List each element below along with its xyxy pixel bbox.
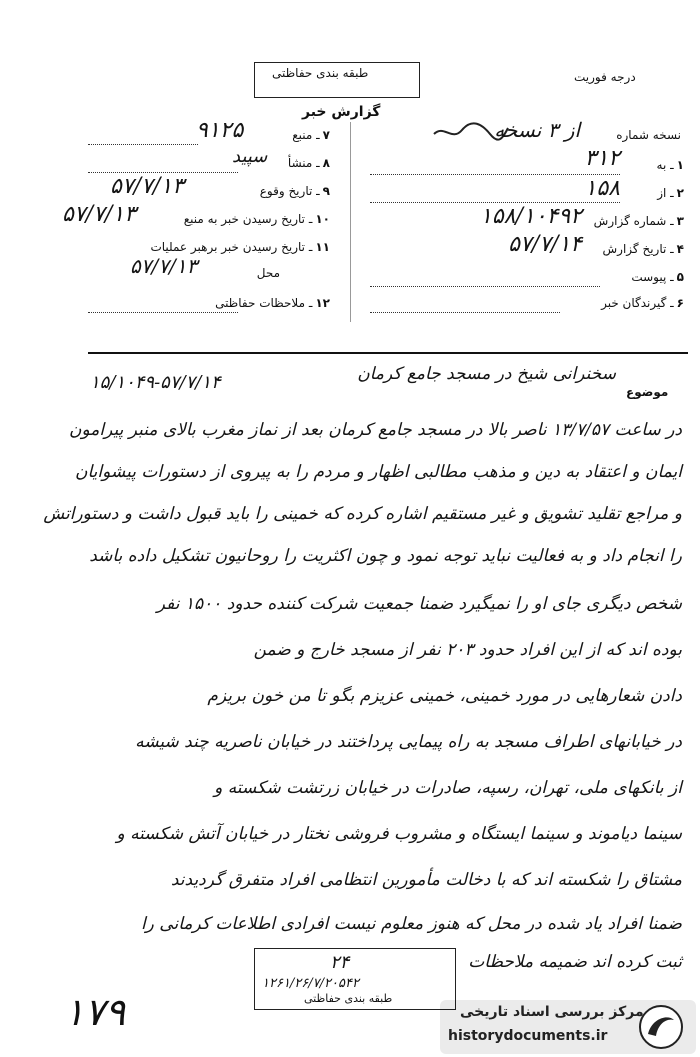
column-divider [350,122,351,322]
filing-code: ۱۲۶۱/۲۶/۷/۲۰۵۴۲ [262,976,359,991]
body-line: بوده اند که از این افراد حدود ۲۰۳ نفر از مسجد خارج و ضمن [253,640,682,660]
field-recipients: ۶ـ گیرندگان خبر [601,296,684,310]
document-title: گزارش خبر [302,104,381,120]
field-occurrence-date: ۹ـ تاریخ وقوع [259,184,330,198]
urgency-label: درجه فوریت [574,70,636,84]
watermark-text: مرکز بررسی اسناد تاریخی [460,1004,644,1020]
body-line: ضمنا افراد یاد شده در محل که هنوز معلوم نیست افرادی اطلاعات کرمانی را [140,914,682,934]
field-location: محل [256,266,280,280]
field-origin-value: سپید [232,146,268,167]
field-report-date-value: ۵۷/۷/۱۴ [508,232,582,257]
filing-note: ۲۴ [330,952,350,973]
body-line: را انجام داد و به فعالیت نباید توجه نمود و چون اکثریت را روحانیون تشکیل داده باشد [89,546,682,566]
body-line: ایمان و اعتقاد به دین و مذهب مطالبی اظهار و مردم را به پیروی از دستورات پیشوایان [75,462,682,482]
body-line: دادن شعارهایی در مورد خمینی، خمینی عزیزم بگو تا من خون بریزم [207,686,682,706]
field-occurrence-date-value: ۵۷/۷/۱۳ [110,174,184,199]
body-line: از بانکهای ملی، تهران، رسپه، صادرات در خیابان زرتشت شکسته و [214,778,682,798]
watermark-url: historydocuments.ir [448,1028,608,1044]
body-line: شخص دیگری جای او را نمیگیرد ضمنا جمعیت شرکت کننده حدود ۱۵۰۰ نفر [156,594,682,614]
field-security-notes-dots [88,312,238,313]
body-line: سینما دیاموند و سینما ایستگاه و مشروب فروشی نختار در خیابان آتش شکسته و [116,824,682,844]
body-line: و مراجع تقلید تشویق و غیر مستقیم اشاره کرده که خمینی را باید قبول داشت و دستوراتش [43,504,682,524]
field-from-value: ۱۵۸ [584,176,620,201]
field-attachment-dots [370,286,600,287]
subject-text: سخنرانی شیخ در مسجد جامع کرمان [357,364,616,384]
field-date-to-operations-value: ۵۷/۷/۱۳ [130,254,198,278]
field-to: ۱ـ به [656,158,684,172]
field-origin-dots [88,172,238,173]
field-attachment: ۵ـ پیوست [631,270,684,284]
subject-code: ۱۵/۱۰۴۹-۵۷/۷/۱۴ [90,372,221,393]
subject-label: موضوع [626,385,669,399]
footer-classification-label: طبقه بندی حفاظتی [304,992,393,1005]
field-to-value: ۳۱۲ [584,146,620,171]
section-divider [88,352,688,354]
field-source-dots [88,144,198,145]
field-copy-number-value: از ۳ نسخه [494,118,580,142]
field-from-dots [370,202,620,203]
field-report-number-value: ۱۵۸/۱۰۴۹۲ [480,204,582,229]
page-number: ۱۷۹ [64,990,126,1034]
field-copy-number: نسخه شماره [616,128,681,142]
body-line: در ساعت ۱۳/۷/۵۷ ناصر بالا در مسجد جامع کرمان بعد از نماز مغرب بالای منبر پیرامون [68,420,682,440]
body-line: مشتاق را شکسته اند که با دخالت مأمورین انتظامی افراد متفرق گردیدند [170,870,682,890]
field-report-number: ۳ـ شماره گزارش [593,214,684,228]
field-recipients-dots [370,312,560,313]
body-line: ثبت کرده اند ضمیمه ملاحظات [468,952,682,972]
field-date-to-source: ۱۰ـ تاریخ رسیدن خبر به منبع [183,212,330,226]
field-from: ۲ـ از [657,186,684,200]
field-date-to-operations: ۱۱ـ تاریخ رسیدن خبر برهبر عملیات [150,240,330,254]
field-source: ۷ـ منبع [292,128,330,142]
classification-label: طبقه بندی حفاظتی [272,66,369,80]
field-report-date: ۴ـ تاریخ گزارش [602,242,684,256]
archive-logo-icon [638,1004,684,1050]
field-date-to-source-value: ۵۷/۷/۱۳ [62,202,136,227]
field-security-notes: ۱۲ـ ملاحظات حفاظتی [215,296,330,310]
body-line: در خیابانهای اطراف مسجد به راه پیمایی پرداختند در خیابان ناصریه چند شیشه [135,732,682,752]
field-to-dots [370,174,620,175]
field-origin: ۸ـ منشأ [287,156,330,170]
field-source-value: ۹۱۲۵ [196,118,244,143]
